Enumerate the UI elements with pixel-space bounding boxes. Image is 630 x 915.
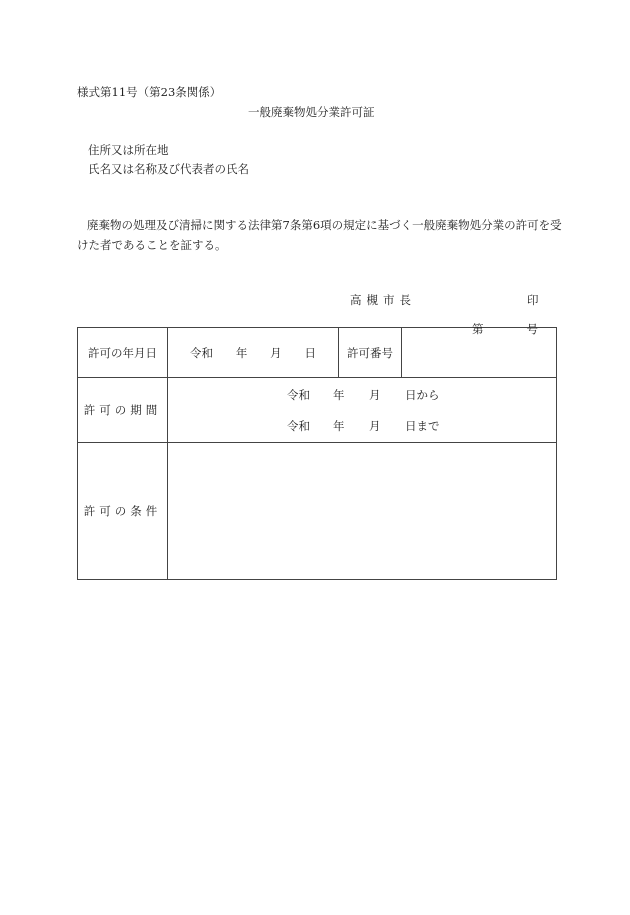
permit-conditions-field[interactable] <box>168 443 557 580</box>
permit-date-day: 日 <box>304 345 316 360</box>
name-label: 氏名又は名称及び代表者の氏名 <box>88 162 249 176</box>
address-label: 住所又は所在地 <box>88 143 169 157</box>
permit-period-field[interactable] <box>168 378 557 443</box>
permit-date-label: 許可の年月日 <box>78 328 168 378</box>
certification-text-content: 廃棄物の処理及び清掃に関する法律第7条第6項の規定に基づく一般廃棄物処分業の許可を受けた者であることを証する。 <box>77 218 562 252</box>
certification-text <box>77 215 562 255</box>
period-from-month: 月 <box>369 388 381 402</box>
permit-date-row <box>78 328 557 378</box>
document-title: 一般廃棄物処分業許可証 <box>248 105 375 119</box>
form-number: 様式第11号（第23条関係） <box>77 85 222 99</box>
permit-date-month: 月 <box>270 345 282 360</box>
permit-number-label: 許可番号 <box>339 328 402 378</box>
period-from-year: 年 <box>333 388 345 402</box>
period-to-line <box>287 418 440 434</box>
period-to-year: 年 <box>333 419 345 433</box>
permit-table <box>77 322 557 580</box>
permit-number-prefix: 第 <box>472 322 484 336</box>
permit-date-field[interactable] <box>168 328 339 378</box>
permit-conditions-row <box>78 443 557 580</box>
permit-period-row <box>78 378 557 443</box>
permit-number-field[interactable] <box>402 322 557 378</box>
period-from-era: 令和 <box>287 388 310 402</box>
period-from-day: 日から <box>405 388 440 402</box>
period-from-line <box>287 387 440 403</box>
permit-date-era: 令和 <box>190 345 213 360</box>
period-to-day: 日まで <box>405 419 440 433</box>
permit-conditions-label: 許可の条件 <box>78 443 168 580</box>
permit-period-label: 許可の期間 <box>78 378 168 443</box>
issuer-name: 高槻市長 <box>350 293 416 307</box>
permit-number-suffix: 号 <box>526 322 538 336</box>
period-to-era: 令和 <box>287 419 310 433</box>
permit-date-year: 年 <box>235 345 248 360</box>
period-to-month: 月 <box>369 419 381 433</box>
seal-mark: 印 <box>527 293 539 307</box>
